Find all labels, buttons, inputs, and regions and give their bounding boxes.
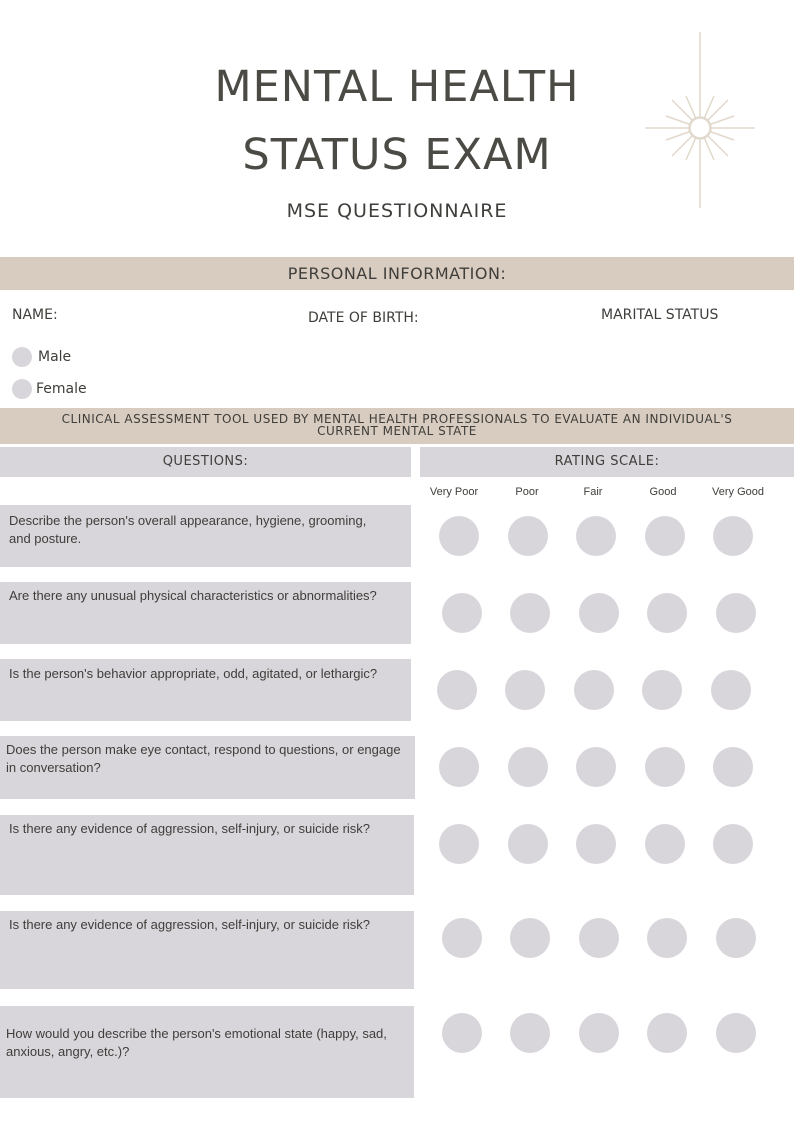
- sun-ornament-icon: [640, 30, 760, 210]
- scale-label-fair: Fair: [583, 486, 603, 498]
- rating-good-q2[interactable]: [647, 593, 687, 633]
- female-radio[interactable]: [12, 379, 32, 399]
- male-label: Male: [38, 349, 72, 365]
- female-label: Female: [36, 381, 87, 397]
- rating-good-q6[interactable]: [647, 918, 687, 958]
- question-row: [0, 911, 414, 989]
- rating-fair-q6[interactable]: [579, 918, 619, 958]
- question-text: Is the person's behavior appropriate, odd, agitated, or lethargic?: [9, 666, 378, 681]
- page-subtitle: MSE QUESTIONNAIRE: [286, 200, 508, 222]
- rating-very-poor-q5[interactable]: [439, 824, 479, 864]
- page-title-line-2: STATUS EXAM: [242, 130, 552, 180]
- rating-fair-q7[interactable]: [579, 1013, 619, 1053]
- scale-label-very-poor: Very Poor: [429, 486, 479, 498]
- rating-good-q5[interactable]: [645, 824, 685, 864]
- rating-fair-q5[interactable]: [576, 824, 616, 864]
- rating-fair-q4[interactable]: [576, 747, 616, 787]
- rating-scale-header: RATING SCALE:: [420, 447, 794, 477]
- question-row: [0, 1006, 414, 1098]
- marital-status-label: MARITAL STATUS: [601, 307, 719, 323]
- rating-fair-q3[interactable]: [574, 670, 614, 710]
- personal-info-header: PERSONAL INFORMATION:: [0, 257, 794, 290]
- questions-header: QUESTIONS:: [0, 447, 411, 477]
- question-row: [0, 582, 411, 644]
- scale-label-good: Good: [649, 486, 677, 498]
- rating-very-poor-q2[interactable]: [442, 593, 482, 633]
- question-text: Are there any unusual physical characteristics or abnormalities?: [9, 588, 377, 603]
- dob-label: DATE OF BIRTH:: [308, 310, 419, 326]
- rating-fair-q2[interactable]: [579, 593, 619, 633]
- rating-poor-q5[interactable]: [508, 824, 548, 864]
- rating-very-good-q5[interactable]: [713, 824, 753, 864]
- scale-label-poor: Poor: [515, 486, 539, 498]
- question-row: [0, 505, 411, 567]
- rating-poor-q1[interactable]: [508, 516, 548, 556]
- rating-very-poor-q1[interactable]: [439, 516, 479, 556]
- question-text: How would you describe the person's emotional state (happy, sad, anxious, angry, etc.)?: [6, 1026, 387, 1059]
- rating-poor-q4[interactable]: [508, 747, 548, 787]
- rating-fair-q1[interactable]: [576, 516, 616, 556]
- rating-very-poor-q3[interactable]: [437, 670, 477, 710]
- rating-good-q7[interactable]: [647, 1013, 687, 1053]
- question-text: Is there any evidence of aggression, self-injury, or suicide risk?: [9, 821, 371, 836]
- rating-poor-q7[interactable]: [510, 1013, 550, 1053]
- rating-good-q1[interactable]: [645, 516, 685, 556]
- rating-poor-q6[interactable]: [510, 918, 550, 958]
- scale-label-very-good: Very Good: [712, 486, 764, 498]
- question-text: Is there any evidence of aggression, self-injury, or suicide risk?: [9, 917, 371, 932]
- rating-very-poor-q6[interactable]: [442, 918, 482, 958]
- question-row: [0, 659, 411, 721]
- rating-very-good-q4[interactable]: [713, 747, 753, 787]
- rating-very-poor-q4[interactable]: [439, 747, 479, 787]
- rating-poor-q2[interactable]: [510, 593, 550, 633]
- rating-very-good-q2[interactable]: [716, 593, 756, 633]
- question-text: Describe the person's overall appearance, hygiene, grooming, and posture.: [9, 513, 367, 546]
- name-label: NAME:: [12, 307, 58, 323]
- rating-very-good-q6[interactable]: [716, 918, 756, 958]
- question-text: Does the person make eye contact, respond to questions, or engage in conversation?: [6, 742, 401, 775]
- clinical-assessment-banner: CLINICAL ASSESSMENT TOOL USED BY MENTAL HEALTH PROFESSIONALS TO EVALUATE AN INDIVIDUAL'S CURRENT MENTAL STATE: [0, 408, 794, 444]
- rating-good-q4[interactable]: [645, 747, 685, 787]
- rating-very-good-q7[interactable]: [716, 1013, 756, 1053]
- question-row: [0, 815, 414, 895]
- male-radio[interactable]: [12, 347, 32, 367]
- rating-poor-q3[interactable]: [505, 670, 545, 710]
- question-row: [0, 736, 415, 799]
- rating-very-good-q1[interactable]: [713, 516, 753, 556]
- rating-very-good-q3[interactable]: [711, 670, 751, 710]
- rating-very-poor-q7[interactable]: [442, 1013, 482, 1053]
- rating-good-q3[interactable]: [642, 670, 682, 710]
- page-title-line-1: MENTAL HEALTH: [214, 62, 580, 112]
